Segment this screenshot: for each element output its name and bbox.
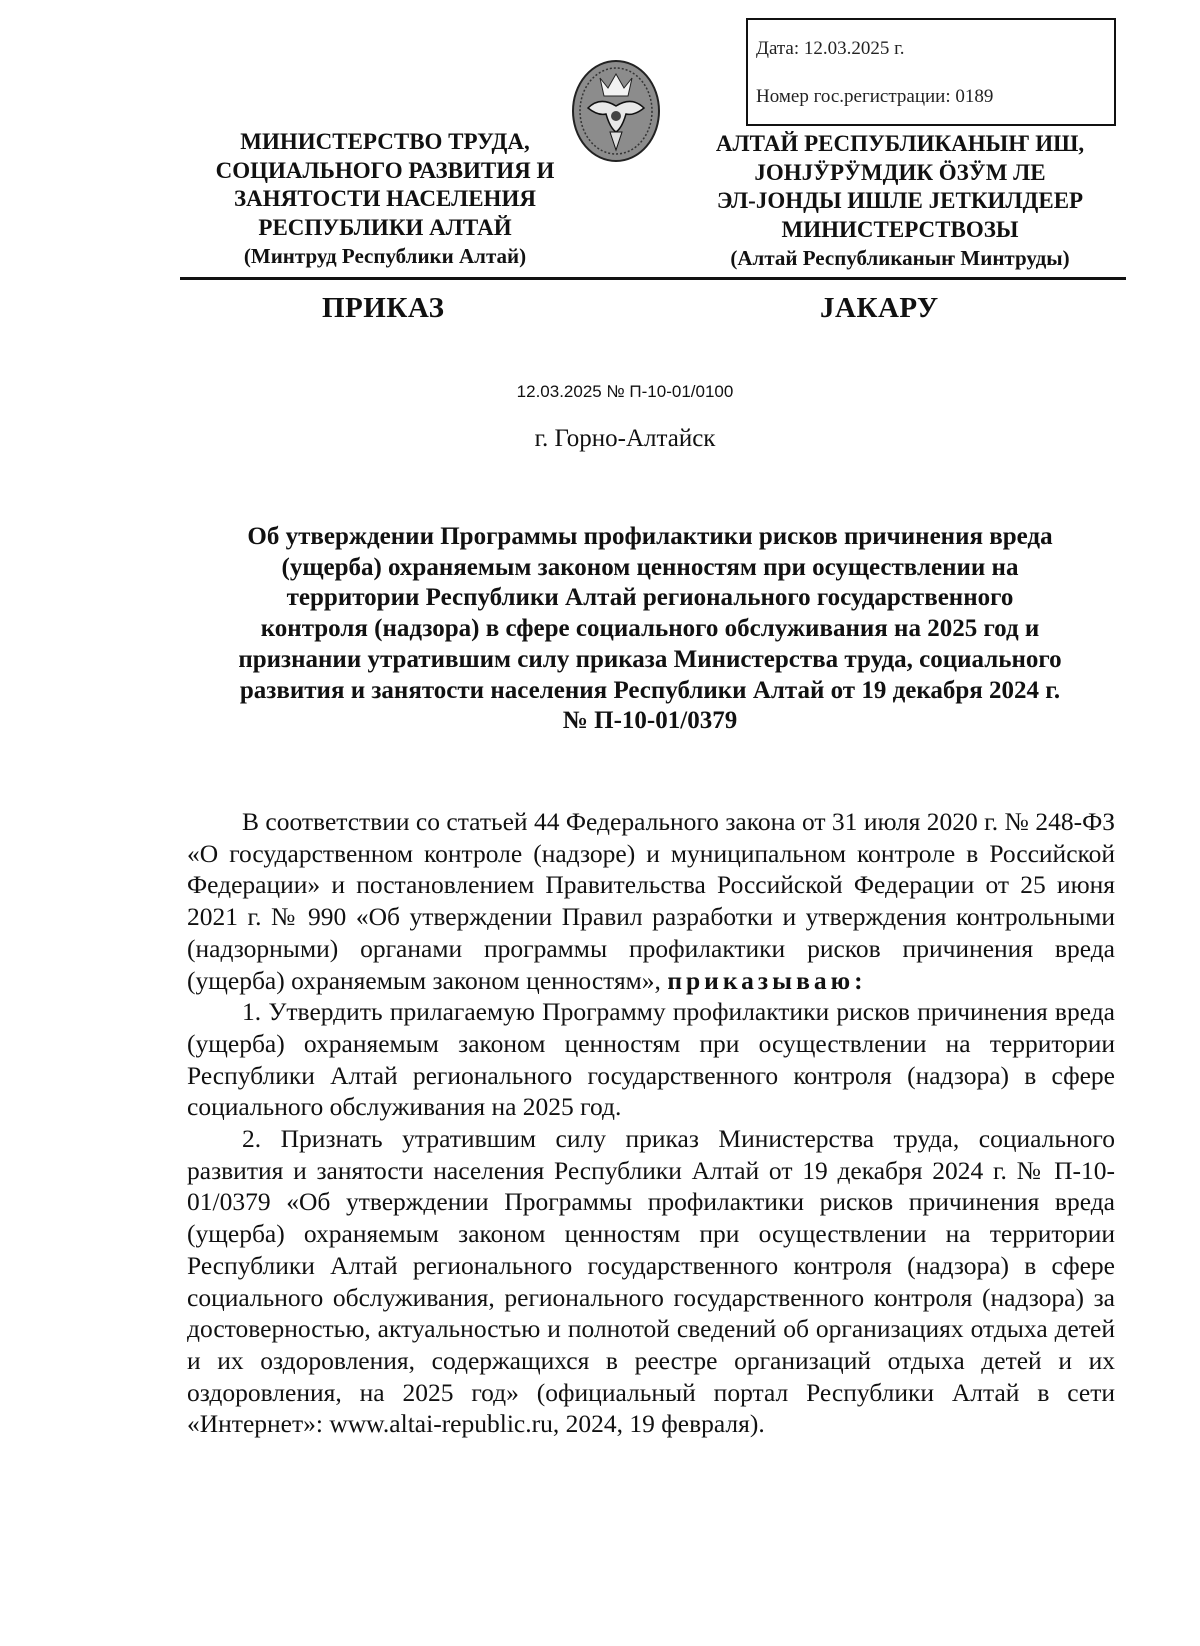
ministry-alt-short: (Алтай Республиканыҥ Минтруды) [730,246,1070,270]
header-divider [180,277,1126,280]
registration-box [746,18,1116,126]
title-line: Об утверждении Программы профилактики рисков причинения вреда [247,523,1053,550]
order-label-ru: ПРИКАЗ [322,292,445,324]
ministry-alt-line: ЭЛ-ЈОНДЫ ИШЛЕ ЈЕТКИЛДЕЕР [716,188,1084,213]
ministry-ru-short: (Минтруд Республики Алтай) [243,244,527,268]
ministry-name-ru [200,128,570,271]
title-line: территории Республики Алтай регионального государственного [286,584,1014,612]
order-city: г. Горно-Алтайск [534,425,716,452]
ministry-alt-line: ЈОНЈӰРӰМДИК ӦЗӰМ ЛЕ [754,159,1046,185]
item-2-paragraph: 2. Признать утратившим силу приказ Министерства труда, социального развития и занятости населения Республики Алтай от 19 декабря 2024 г. № П-10-01/0379 «Об утверждении Программы профилактики рисков причинения вреда (ущерба) охраняемым законом ценностям при осуществлении на территории Республики Алтай регионального государственного контроля (надзора) в сфере социального обслуживания, регионального государственного контроля (надзора) за достоверностью, актуальностью и полнотой сведений об организациях отдыха детей и их оздоровления, содержащихся в реестре организаций отдыха детей и их оздоровления, на 2025 год» (официальный портал Республики Алтай в сети «Интернет»: www.altai-republic.ru, 2024, 19 февраля). [187,1124,1115,1439]
preamble-paragraph [187,806,1115,996]
title-line: контроля (надзора) в сфере социального обслуживания на 2025 год и [260,615,1040,643]
registration-number: Номер гос.регистрации: 0189 [756,86,994,107]
title-line: (ущерба) охраняемым законом ценностям при осуществлении на [281,553,1019,581]
order-number: 12.03.2025 № П-10-01/0100 [516,382,734,401]
ministry-ru-line: МИНИСТЕРСТВО ТРУДА, [240,129,530,154]
title-line: № П-10-01/0379 [562,707,738,735]
preamble-text: В соответствии со статьей 44 Федерального закона от 31 июля 2020 г. № 248-ФЗ «О государственном контроле (надзоре) и муниципальном контроле в Российской Федерации» и постановлением Правительства Российской Федерации от 25 июня 2021 г. № 990 «Об утверждении Правил разработки и утверждения контрольными (надзорными) органами программы профилактики рисков причинения вреда (ущерба) охраняемым законом ценностям», [187,807,1115,995]
document-title [180,522,1120,737]
order-label-altai: ЈАКАРУ [820,292,939,324]
ministry-alt-line: МИНИСТЕРСТВОЗЫ [781,216,1019,242]
title-line: признании утратившим силу приказа Министерства труда, социального [238,645,1062,673]
ministry-alt-line: АЛТАЙ РЕСПУБЛИКАНЫҤ ИШ, [715,131,1085,156]
ministry-ru-line: РЕСПУБЛИКИ АЛТАЙ [258,214,512,240]
registration-date: Дата: 12.03.2025 г. [756,38,905,59]
ministry-ru-line: СОЦИАЛЬНОГО РАЗВИТИЯ И [215,157,555,183]
ministry-name-altai [680,130,1120,273]
order-word: приказываю: [667,965,867,995]
document-body [187,806,1115,1440]
ministry-ru-line: ЗАНЯТОСТИ НАСЕЛЕНИЯ [234,186,536,211]
item-1-paragraph: 1. Утвердить прилагаемую Программу профилактики рисков причинения вреда (ущерба) охраняемым законом ценностям при осуществлении на территории Республики Алтай регионального государственного контроля (надзора) в сфере социального обслуживания на 2025 год. [187,997,1115,1122]
title-line: развития и занятости населения Республики Алтай от 19 декабря 2024 г. [239,676,1061,704]
coat-of-arms-icon [570,58,662,164]
